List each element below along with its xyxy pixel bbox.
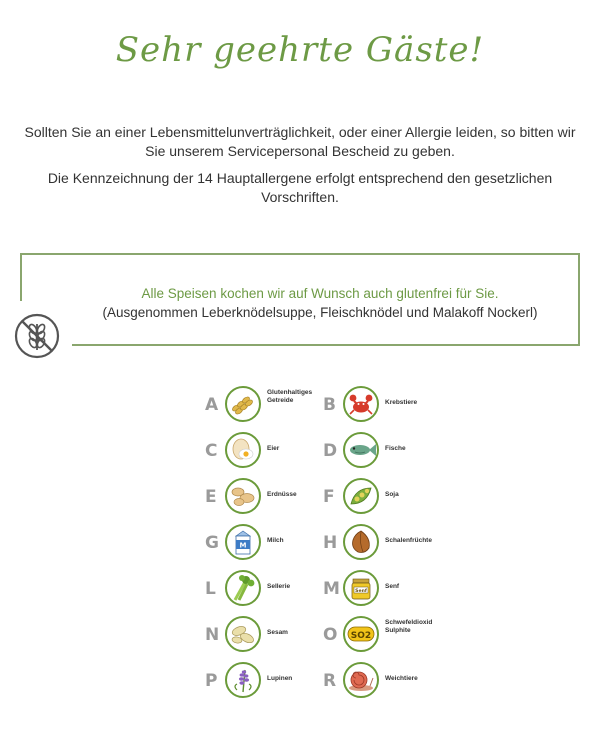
page-title: Sehr geehrte Gäste! [115,30,485,70]
sulphite-icon-text: SO2 [350,631,372,641]
crab-icon [343,386,379,422]
nut-icon [343,524,379,560]
allergen-label: Soja [385,491,399,498]
allergen-letter: O [323,625,338,645]
allergen-e [205,477,325,517]
allergen-label: Sesam [267,629,288,636]
intro-paragraph-2: Die Kennzeichnung der 14 Hauptallergene erfolgt entsprechend den gesetzlichen Vorschriften. [47,170,553,205]
gluten-free-icon [13,312,61,360]
allergen-f [323,477,443,517]
notice-line-1: Alle Speisen kochen wir auf Wunsch auch glutenfrei für Sie. [141,286,499,301]
snail-icon [343,662,379,698]
soy-icon [343,478,379,514]
allergen-label: Milch [267,537,284,544]
svg-text:Senf: Senf [355,589,367,594]
allergen-d [323,431,443,471]
allergen-letter: H [323,533,338,553]
gluten-free-notice [70,284,570,322]
allergen-letter: A [205,395,219,415]
egg-icon [225,432,261,468]
allergen-label: Eier [267,445,280,452]
allergen-letter: E [205,487,217,507]
allergen-label: Schwefeldioxid Sulphite [385,619,433,634]
allergen-g [205,523,325,563]
allergen-letter: D [323,441,338,461]
allergen-letter: C [205,441,218,461]
allergen-letter: P [205,671,218,691]
allergen-p [205,661,325,701]
allergen-label: Weichtiere [385,675,418,682]
notice-line-2: (Ausgenommen Leberknödelsuppe, Fleischknödel und Malakoff Nockerl) [102,305,538,320]
allergen-n [205,615,325,655]
intro-paragraph-1: Sollten Sie an einer Lebensmittelunverträglichkeit, oder einer Allergie leiden, so bitten wir Sie unserem Servicepersonal Bescheid zu geben. [24,124,576,159]
allergen-letter: N [205,625,220,645]
allergen-label: Schalenfrüchte [385,537,432,544]
sulphite-icon [343,616,379,652]
intro-text [20,123,580,215]
allergen-letter: F [323,487,335,507]
allergen-letter: B [323,395,336,415]
peanut-icon [225,478,261,514]
allergen-h [323,523,443,563]
allergen-label: Krebstiere [385,399,418,406]
allergen-label: Sellerie [267,583,291,590]
celery-icon [225,570,261,606]
allergen-label: Erdnüsse [267,491,297,498]
allergen-label: Senf [385,583,400,590]
lupin-icon [225,662,261,698]
allergen-label: Lupinen [267,675,293,682]
allergen-m [323,569,443,609]
allergen-c [205,431,325,471]
allergen-label: Glutenhaltiges Getreide [267,389,313,404]
fish-icon [343,432,379,468]
allergen-o [323,615,443,655]
allergen-letter: L [205,579,216,599]
milk-icon [225,524,261,560]
allergen-b [323,385,443,425]
grain-icon [225,386,261,422]
allergen-letter: M [323,579,340,599]
allergen-letter: R [323,671,337,691]
allergen-l [205,569,325,609]
svg-text:M: M [239,541,247,550]
allergen-a [205,385,325,425]
allergen-r [323,661,443,701]
allergen-letter: G [205,533,219,553]
mustard-icon [343,570,379,606]
sesame-icon [225,616,261,652]
allergen-label: Fische [385,445,406,452]
